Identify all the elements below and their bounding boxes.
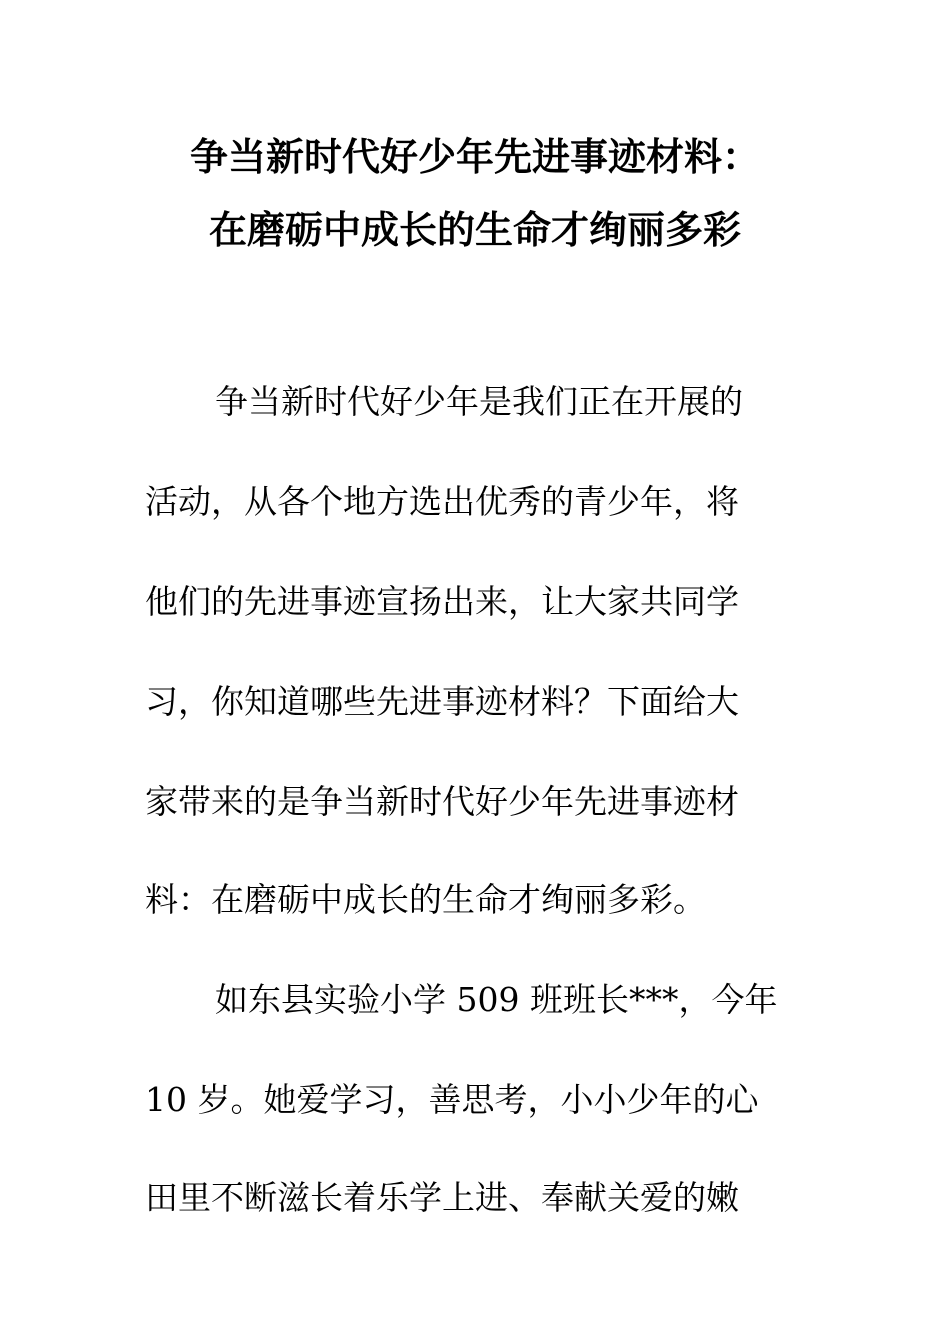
paragraph-2-line-1: 如东县实验小学 509 班班长***，今年 — [215, 980, 778, 1019]
paragraph-1-line-6: 料：在磨砺中成长的生命才绚丽多彩。 — [145, 880, 706, 919]
paragraph-2-line-2: 10 岁。她爱学习，善思考，小小少年的心 — [145, 1080, 759, 1119]
document-title-line-2: 在磨砺中成长的生命才绚丽多彩 — [208, 208, 741, 252]
paragraph-1-line-5: 家带来的是争当新时代好少年先进事迹材 — [145, 782, 739, 821]
paragraph-1-line-3: 他们的先进事迹宣扬出来，让大家共同学 — [145, 582, 739, 621]
paragraph-1-line-4: 习，你知道哪些先进事迹材料？下面给大 — [145, 682, 739, 721]
document-title-line-1: 争当新时代好少年先进事迹材料： — [189, 135, 760, 179]
paragraph-2-line-3: 田里不断滋长着乐学上进、奉献关爱的嫩 — [145, 1178, 739, 1217]
paragraph-1-line-2: 活动，从各个地方选出优秀的青少年，将 — [145, 482, 739, 521]
paragraph-1-line-1: 争当新时代好少年是我们正在开展的 — [215, 382, 743, 421]
